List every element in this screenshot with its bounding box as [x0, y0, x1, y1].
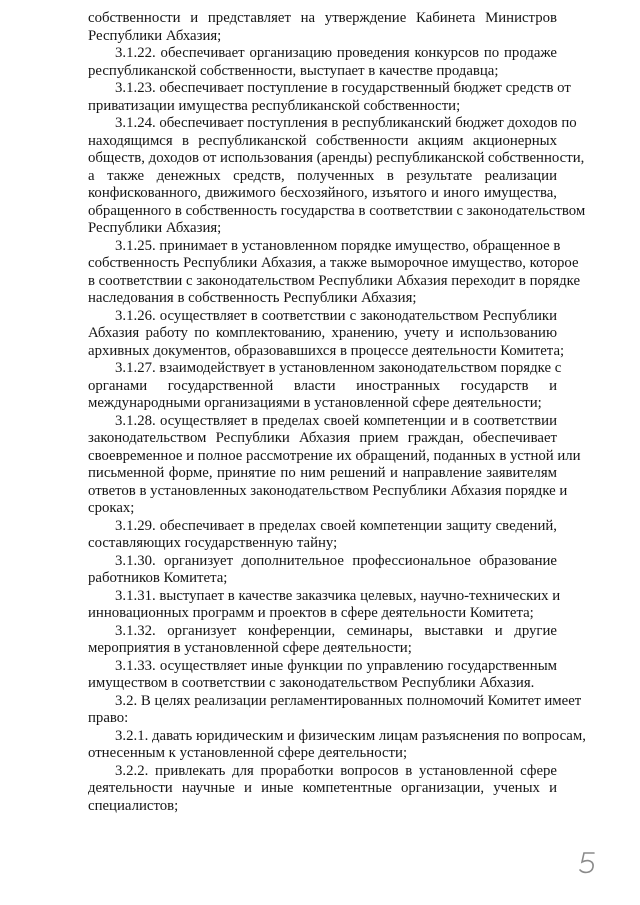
text-line: конфискованного, движимого бесхозяйного, изъятого и иного имущества,: [88, 185, 557, 201]
text-line: 3.1.29. обеспечивает в пределах своей компетенции защиту сведений,: [115, 517, 557, 534]
paragraph: [88, 623, 557, 658]
text-line: деятельности научные и иные компетентные организации, ученых и: [88, 780, 557, 796]
text-line: мероприятия в установленной сфере деятельности;: [88, 640, 412, 656]
text-line: составляющих государственную тайну;: [88, 535, 338, 551]
text-line: отнесенным к установленной сфере деятельности;: [88, 745, 408, 761]
text-line: имуществом в соответствии с законодательством Республики Абхазия.: [88, 675, 535, 691]
text-line: 3.1.31. выступает в качестве заказчика целевых, научно-технических и: [115, 587, 561, 604]
text-line: работников Комитета;: [88, 570, 228, 586]
text-line: 3.1.30. организует дополнительное профессиональное образование: [115, 552, 557, 569]
text-line: а также денежных средств, полученных в результате реализации: [88, 167, 557, 184]
text-line: приватизации имущества республиканской собственности;: [88, 97, 461, 114]
text-line: 3.2.2. привлекать для проработки вопросов в установленной сфере: [115, 762, 557, 779]
paragraph: [88, 237, 581, 308]
text-line: в соответствии с законодательством Республики Абхазия переходит в порядке: [88, 272, 581, 289]
paragraph: [88, 307, 565, 361]
text-line: 3.1.28. осуществляет в пределах своей компетенции и в соответствии: [115, 412, 557, 429]
text-line: обществ, доходов от использования (аренды) республиканской собственности,: [88, 150, 585, 166]
text-line: сроках;: [88, 500, 135, 516]
text-line: Республики Абхазия;: [88, 220, 222, 236]
paragraph: [88, 658, 557, 693]
paragraph: [88, 727, 586, 763]
text-line: Республики Абхазия;: [88, 27, 222, 44]
text-line: инновационных программ и проектов в сфере деятельности Комитета;: [88, 605, 534, 621]
text-line: специалистов;: [88, 797, 179, 814]
paragraph: [88, 360, 562, 413]
text-line: 3.1.26. осуществляет в соответствии с законодательством Республики: [115, 307, 557, 324]
paragraph: [88, 115, 586, 238]
text-line: 3.1.27. взаимодействует в установленном законодательством порядке с: [115, 360, 562, 376]
text-line: 3.1.24. обеспечивает поступления в республиканский бюджет доходов по: [115, 115, 577, 131]
text-line: 3.1.25. принимает в установленном порядке имущество, обращенное в: [115, 237, 561, 254]
text-line: 3.1.22. обеспечивает организацию проведения конкурсов по продаже: [115, 45, 557, 61]
text-line: наследования в собственность Республики Абхазия;: [88, 290, 417, 306]
text-line: собственности и представляет на утверждение Кабинета Министров: [88, 10, 557, 26]
text-line: своевременное и полное рассмотрение их обращений, поданных в устной или: [88, 447, 581, 464]
paragraph: [88, 412, 581, 518]
text-line: 3.2.1. давать юридическим и физическим лицам разъяснения по вопросам,: [115, 727, 586, 744]
paragraph: [88, 763, 557, 816]
text-line: ответов в установленных законодательством Республики Абхазия порядке и: [88, 482, 568, 499]
text-line: архивных документов, образовавшихся в процессе деятельности Комитета;: [88, 342, 565, 359]
paragraph: [88, 45, 557, 80]
text-line: законодательством Республики Абхазия прием граждан, обеспечивает: [88, 430, 557, 446]
paragraph: [88, 518, 557, 553]
text-line: обращенного в собственность государства в соответствии с законодательством: [88, 202, 586, 219]
paragraph: [88, 10, 557, 45]
text-line: находящимся в республиканской собственности акциям акционерных: [88, 132, 557, 149]
text-line: органами государственной власти иностранных государств и: [88, 377, 557, 394]
paragraph: [88, 692, 582, 728]
paragraph: [88, 587, 561, 623]
text-line: республиканской собственности, выступает в качестве продавца;: [88, 62, 499, 79]
handwritten-page-number: [574, 848, 604, 878]
text-line: международными организациями в установленной сфере деятельности;: [88, 395, 542, 411]
text-line: 3.1.32. организует конференции, семинары, выставки и другие: [115, 622, 557, 639]
text-line: Абхазия работу по комплектованию, хранению, учету и использованию: [88, 325, 557, 341]
text-line: 3.1.23. обеспечивает поступление в государственный бюджет средств от: [115, 80, 571, 96]
paragraph: [88, 553, 557, 588]
text-line: письменной форме, принятие по ним решений и направление заявителям: [88, 465, 557, 481]
document-body: [88, 10, 586, 815]
paragraph: [88, 80, 571, 115]
text-line: собственность Республики Абхазия, а также выморочное имущество, которое: [88, 255, 579, 271]
text-line: 3.2. В целях реализации регламентированных полномочий Комитет имеет: [115, 692, 582, 709]
text-line: 3.1.33. осуществляет иные функции по управлению государственным: [115, 657, 557, 674]
text-line: право:: [88, 710, 129, 726]
